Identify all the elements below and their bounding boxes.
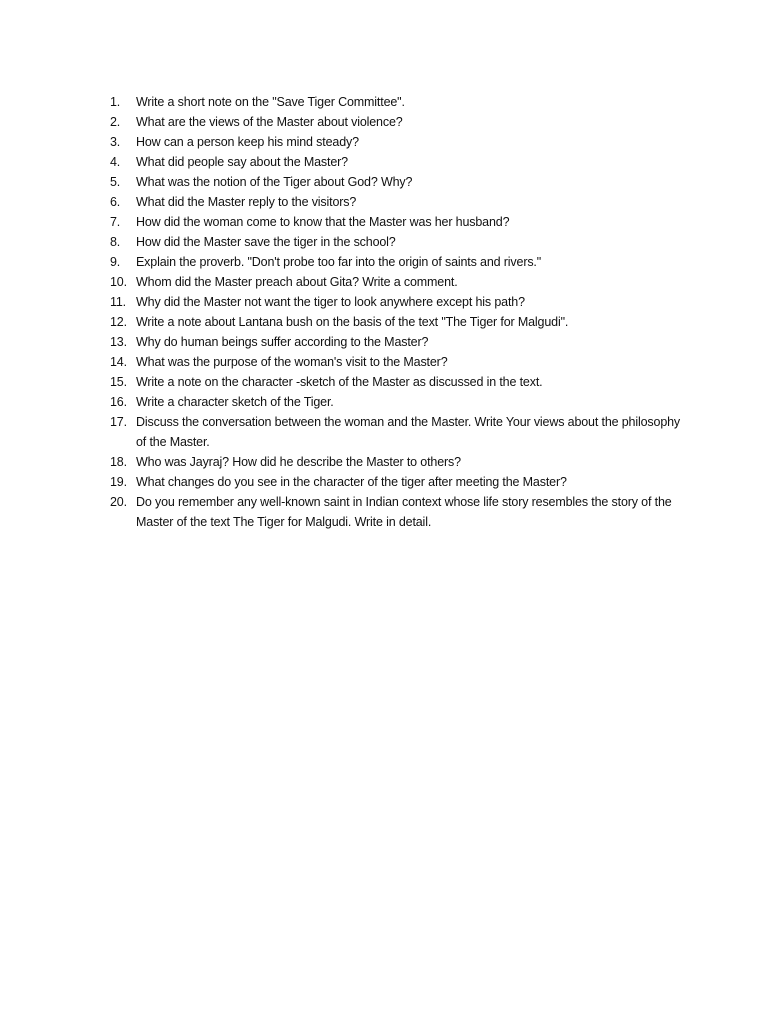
question-text: What did people say about the Master? bbox=[136, 155, 348, 169]
question-number: 5. bbox=[110, 175, 121, 189]
question-item bbox=[110, 92, 690, 112]
question-number: 7. bbox=[110, 215, 121, 229]
question-number: 10. bbox=[110, 275, 127, 289]
question-text: Write a short note on the "Save Tiger Committee". bbox=[136, 95, 405, 109]
question-text: Explain the proverb. "Don't probe too far into the origin of saints and rivers." bbox=[136, 255, 542, 269]
question-text: How can a person keep his mind steady? bbox=[136, 135, 359, 149]
question-item bbox=[110, 272, 690, 292]
question-number: 8. bbox=[110, 235, 121, 249]
question-item bbox=[110, 232, 690, 252]
question-number: 3. bbox=[110, 135, 121, 149]
question-item bbox=[110, 492, 690, 532]
question-number: 12. bbox=[110, 315, 127, 329]
question-number: 1. bbox=[110, 95, 121, 109]
question-list bbox=[110, 92, 690, 532]
question-text: Whom did the Master preach about Gita? Write a comment. bbox=[136, 275, 458, 289]
question-item bbox=[110, 292, 690, 312]
question-number: 9. bbox=[110, 255, 121, 269]
question-text: What changes do you see in the character of the tiger after meeting the Master? bbox=[136, 475, 567, 489]
question-text: Do you remember any well-known saint in Indian context whose life story resembles the story of the Master of the text The Tiger for Malgudi. Write in detail. bbox=[136, 495, 672, 529]
question-item bbox=[110, 472, 690, 492]
question-item bbox=[110, 152, 690, 172]
question-item bbox=[110, 412, 690, 452]
question-number: 15. bbox=[110, 375, 127, 389]
question-number: 11. bbox=[110, 295, 126, 309]
question-item bbox=[110, 252, 690, 272]
question-text: What was the notion of the Tiger about God? Why? bbox=[136, 175, 413, 189]
question-item bbox=[110, 312, 690, 332]
question-item bbox=[110, 332, 690, 352]
question-item bbox=[110, 352, 690, 372]
question-item bbox=[110, 172, 690, 192]
question-text: How did the Master save the tiger in the school? bbox=[136, 235, 396, 249]
question-number: 18. bbox=[110, 455, 127, 469]
question-text: Write a note on the character -sketch of the Master as discussed in the text. bbox=[136, 375, 543, 389]
question-text: How did the woman come to know that the Master was her husband? bbox=[136, 215, 510, 229]
question-number: 17. bbox=[110, 415, 127, 429]
question-text: Why do human beings suffer according to the Master? bbox=[136, 335, 429, 349]
question-item bbox=[110, 112, 690, 132]
question-text: Who was Jayraj? How did he describe the Master to others? bbox=[136, 455, 461, 469]
question-item bbox=[110, 132, 690, 152]
question-text: Write a note about Lantana bush on the basis of the text "The Tiger for Malgudi". bbox=[136, 315, 569, 329]
question-item bbox=[110, 212, 690, 232]
question-number: 14. bbox=[110, 355, 127, 369]
question-text: What was the purpose of the woman's visit to the Master? bbox=[136, 355, 448, 369]
question-text: Write a character sketch of the Tiger. bbox=[136, 395, 334, 409]
question-number: 16. bbox=[110, 395, 127, 409]
question-number: 6. bbox=[110, 195, 121, 209]
question-number: 2. bbox=[110, 115, 121, 129]
question-text: Why did the Master not want the tiger to look anywhere except his path? bbox=[136, 295, 525, 309]
question-number: 20. bbox=[110, 495, 127, 509]
question-text: What did the Master reply to the visitors? bbox=[136, 195, 357, 209]
question-number: 13. bbox=[110, 335, 127, 349]
question-number: 4. bbox=[110, 155, 121, 169]
question-item bbox=[110, 192, 690, 212]
question-item bbox=[110, 452, 690, 472]
question-item bbox=[110, 392, 690, 412]
question-text: Discuss the conversation between the woman and the Master. Write Your views about the philosophy of the Master. bbox=[136, 415, 681, 449]
question-number: 19. bbox=[110, 475, 127, 489]
question-text: What are the views of the Master about violence? bbox=[136, 115, 403, 129]
question-item bbox=[110, 372, 690, 392]
